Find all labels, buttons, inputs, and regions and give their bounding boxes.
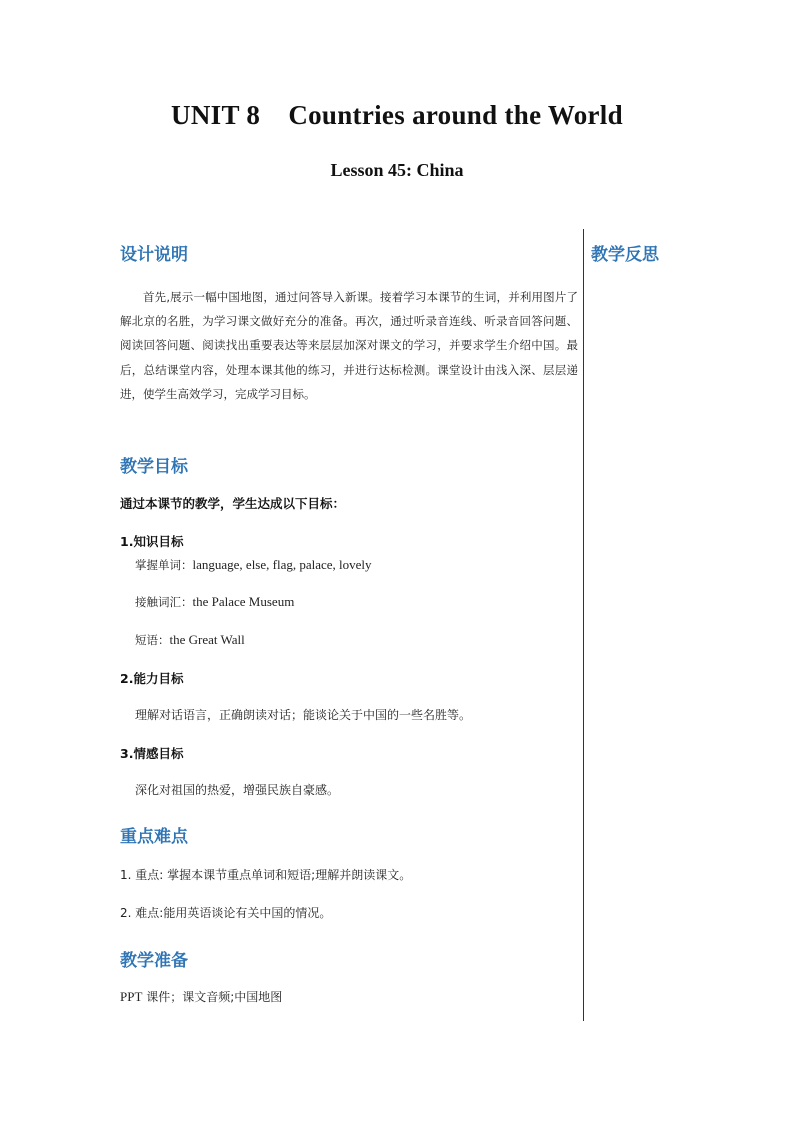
key-point-text: 能用英语谈论有关中国的情况。 [163,906,332,920]
key-point-num: 1. [120,868,132,882]
key-points-heading: 重点难点 [120,827,188,847]
preparation-items: 课件；课文音频;中国地图 [146,990,283,1004]
knowledge-item-value: the Palace Museum [192,594,295,609]
column-divider [583,229,584,1021]
key-point-item [120,866,411,883]
objectives-intro: 通过本课节的教学，学生达成以下目标： [120,496,346,511]
knowledge-item-label: 掌握单词： [135,558,193,572]
knowledge-item-value: the Great Wall [169,632,245,647]
emotion-text: 深化对祖国的热爱，增强民族自豪感。 [135,783,340,797]
emotion-title: 3.情感目标 [120,746,184,761]
objectives-heading: 教学目标 [120,457,188,477]
key-point-label: 难点: [135,906,164,920]
unit-title: UNIT 8 Countries around the World [171,100,623,130]
ability-text: 理解对话语言，正确朗读对话；能谈论关于中国的一些名胜等。 [135,708,472,722]
preparation-text [120,988,282,1005]
knowledge-title: 1.知识目标 [120,534,184,549]
reflection-heading: 教学反思 [591,245,659,265]
knowledge-item-label: 短语： [135,633,170,647]
key-point-text: 掌握本课节重点单词和短语;理解并朗读课文。 [167,868,412,882]
preparation-prefix: PPT [120,989,143,1004]
preparation-heading: 教学准备 [120,951,188,971]
knowledge-item-label: 接触词汇： [135,595,193,609]
key-point-item [120,904,331,921]
knowledge-item-value: language, else, flag, palace, lovely [192,557,372,572]
knowledge-item [135,594,294,610]
ability-title: 2.能力目标 [120,671,184,686]
key-point-label: 重点: [135,868,164,882]
design-heading: 设计说明 [120,245,188,265]
lesson-title: Lesson 45: China [330,160,464,180]
knowledge-item [135,557,372,573]
knowledge-item [135,632,245,648]
design-paragraph: 首先,展示一幅中国地图，通过问答导入新课。接着学习本课节的生词，并利用图片了解北京的名胜，为学习课文做好充分的准备。再次，通过听录音连线、听录音回答问题、阅读回答问题、阅读找出重要表达等来层层加深对课文的学习，并要求学生介绍中国。最后，总结课堂内容，处理本课其他的练习，并进行达标检测。课堂设计由浅入深、层层递进，使学生高效学习，完成学习目标。 [120,290,578,401]
key-point-num: 2. [120,906,132,920]
